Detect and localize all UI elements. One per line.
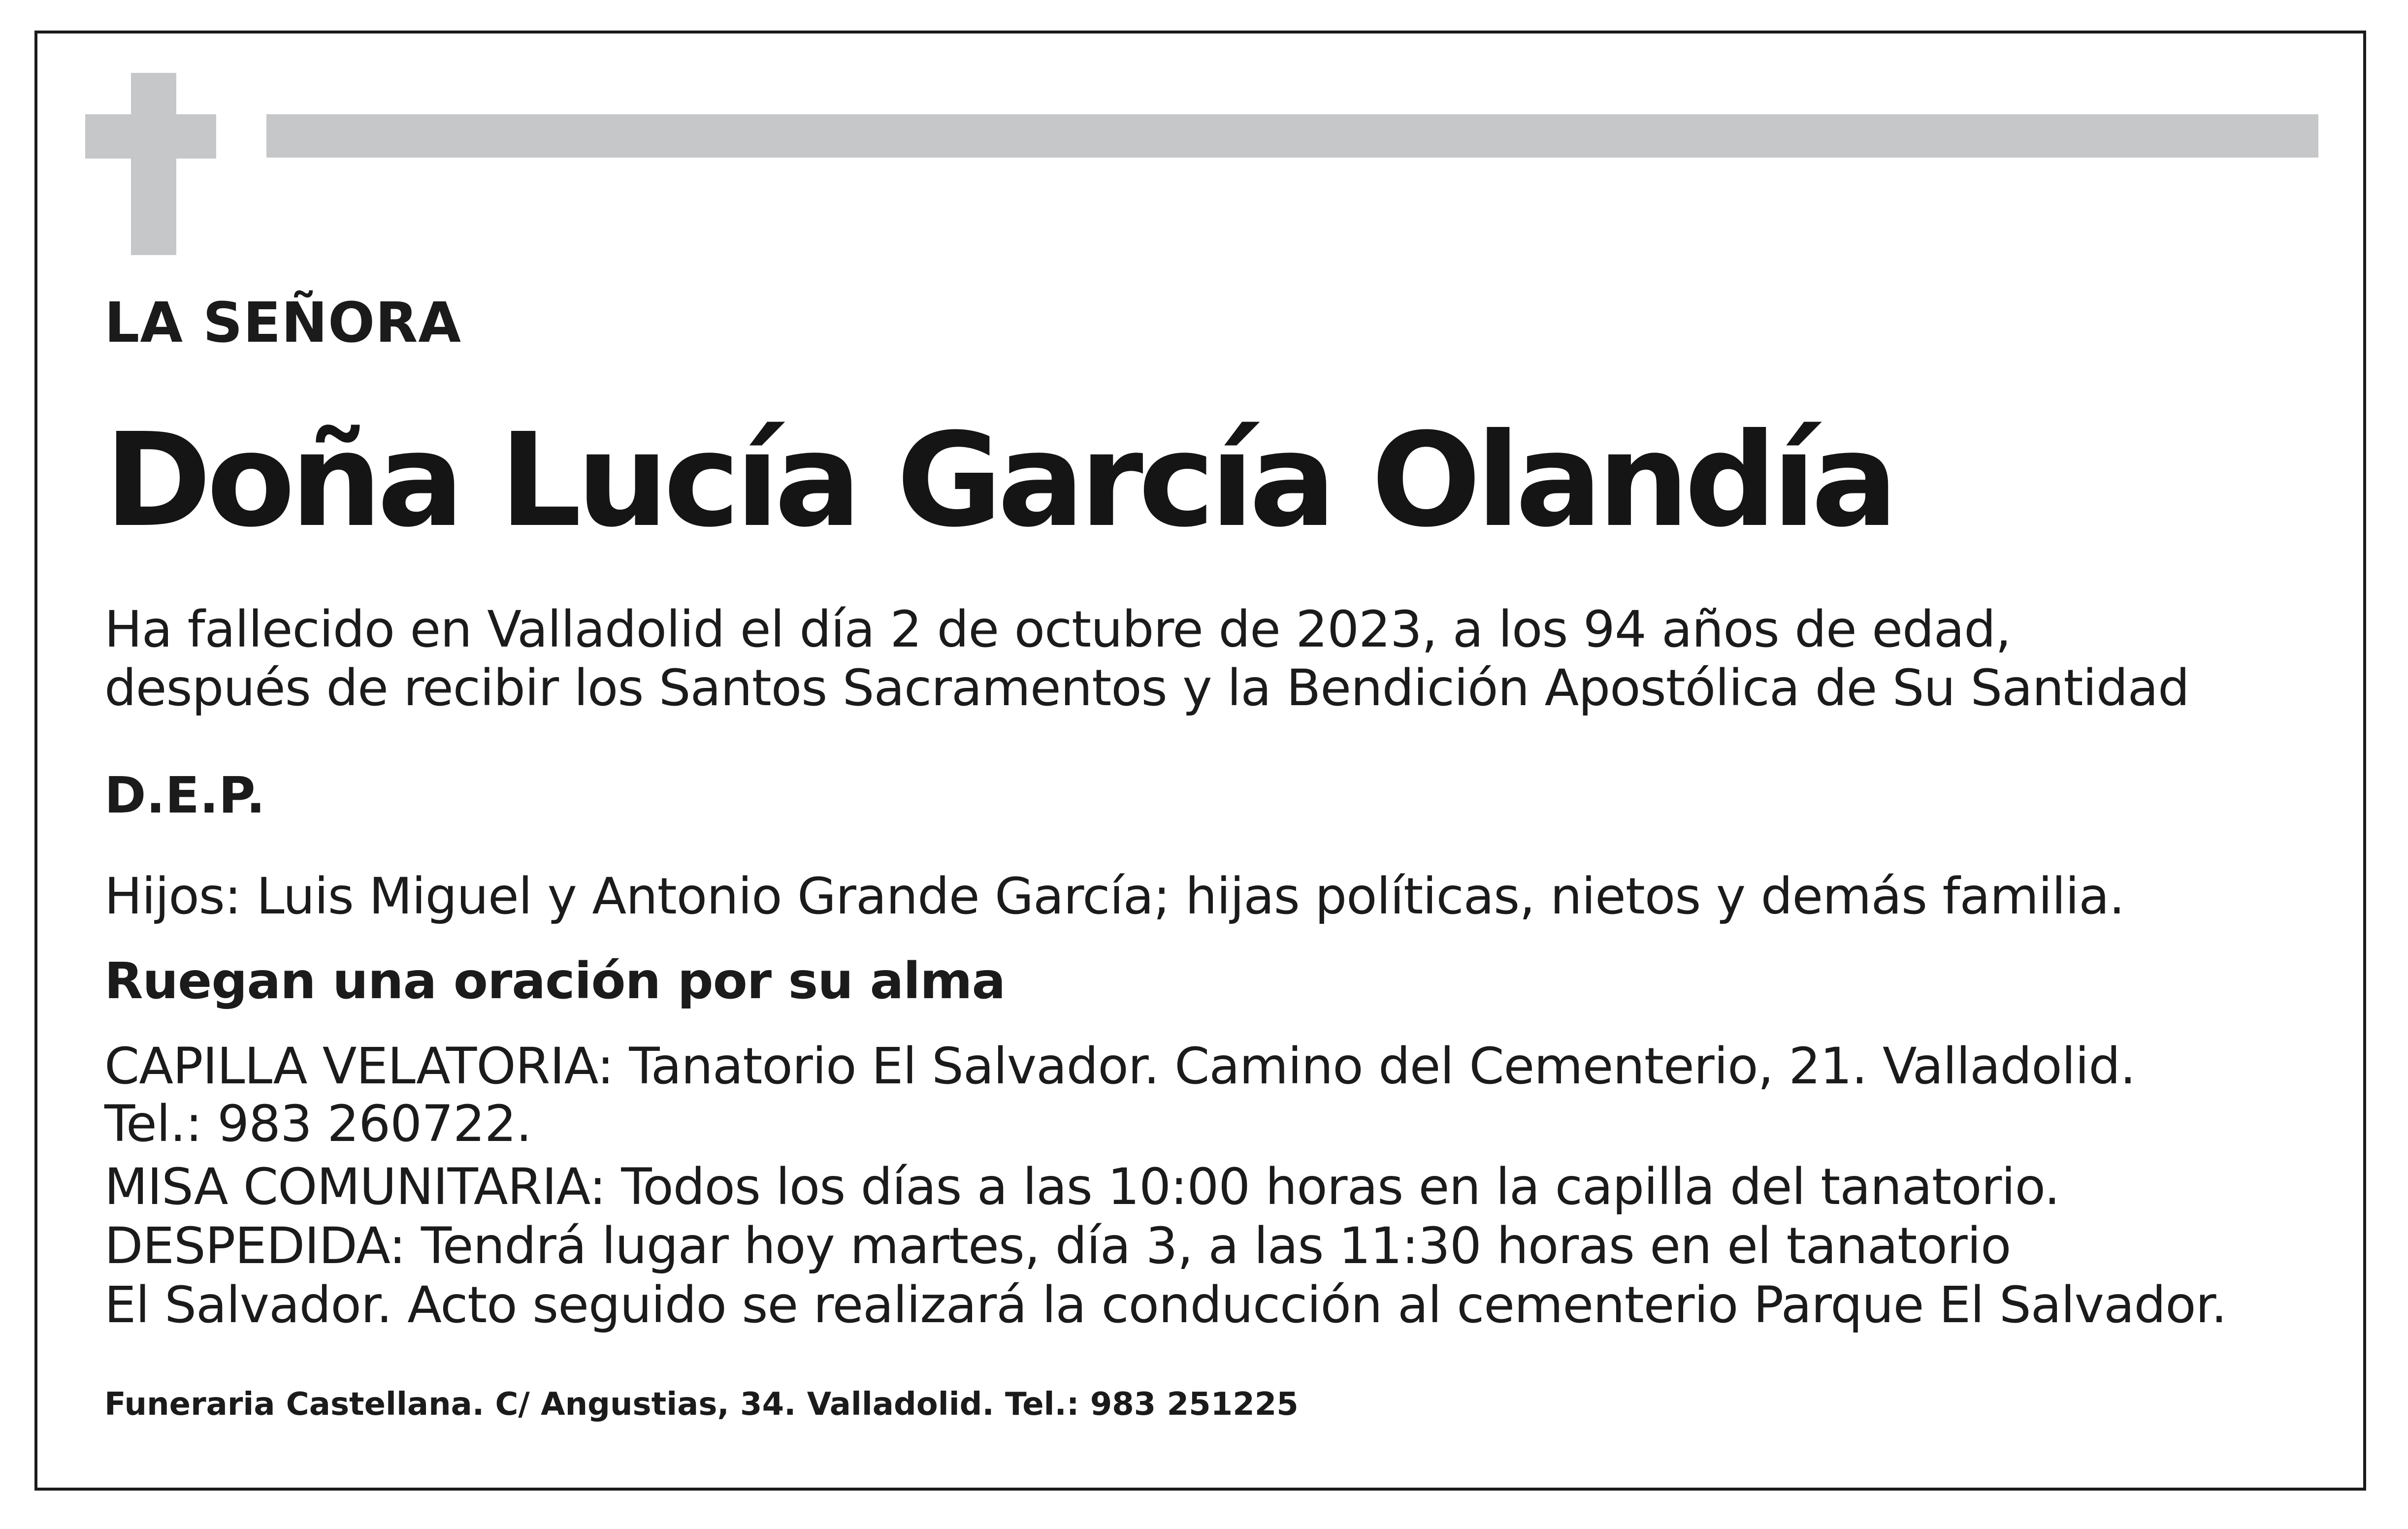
honorific: LA SEÑORA [104,291,462,355]
service-line-1: CAPILLA VELATORIA: Tanatorio El Salvador. Camino del Cementerio, 21. Valladolid. [104,1037,2136,1096]
header-rule [266,114,2318,158]
announcement-line-1: Ha fallecido en Valladolid el día 2 de octubre de 2023, a los 94 años de edad, [104,600,2011,659]
cross-icon [131,73,176,255]
service-line-2: Tel.: 983 260722. [104,1095,532,1153]
announcement-line-2: después de recibir los Santos Sacramentos y la Bendición Apostólica de Su Santidad [104,659,2189,717]
family-members: Hijos: Luis Miguel y Antonio Grande García; hijas políticas, nietos y demás familia. [104,867,2125,926]
service-line-4: DESPEDIDA: Tendrá lugar hoy martes, día 3, a las 11:30 horas en el tanatorio [104,1217,2011,1275]
deceased-name: Doña Lucía García Olandía [104,405,1893,555]
service-line-3: MISA COMUNITARIA: Todos los días a las 10:00 horas en la capilla del tanatorio. [104,1158,2060,1216]
service-line-5: El Salvador. Acto seguido se realizará la conducción al cementerio Parque El Salvador. [104,1276,2227,1334]
rip-abbreviation: D.E.P. [104,766,265,825]
funeral-home-info: Funeraria Castellana. C/ Angustias, 34. Valladolid. Tel.: 983 251225 [104,1386,1299,1423]
prayer-request: Ruegan una oración por su alma [104,952,1006,1010]
cross-icon-bar [85,114,216,159]
